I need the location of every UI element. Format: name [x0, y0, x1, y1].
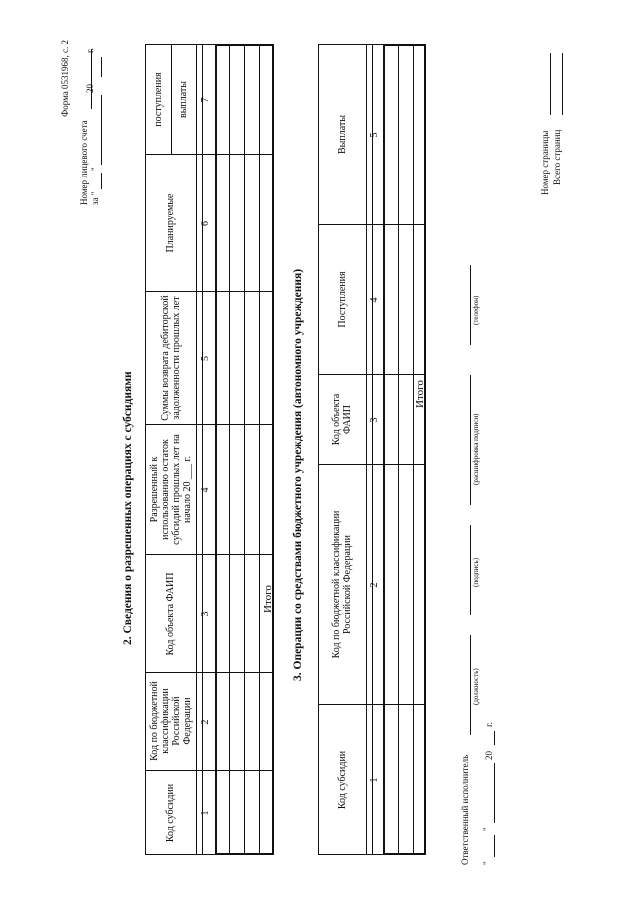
s3-col-subsidy-code: Код субсидии	[336, 750, 348, 810]
total-pages-line	[562, 53, 563, 115]
s3-colnum-1: 1	[369, 777, 380, 783]
footer-date-quote-close: "	[482, 827, 492, 831]
s2-col-payments: выплаты	[178, 80, 189, 119]
page-number-line	[550, 53, 551, 115]
s3-col-faip-code: Код объекта ФАИП	[331, 393, 353, 446]
date-day-line	[101, 173, 102, 189]
s2-col-subsidy-code: Код субсидии	[165, 783, 176, 843]
s2-col-debt-return: Суммы возврата дебиторской задолженности прошлых лет	[159, 295, 182, 421]
page-number-label: Номер страницы	[540, 130, 550, 195]
position-caption: (должность)	[472, 668, 480, 705]
footer-date-month-line	[494, 763, 495, 823]
s2-col-faip-code: Код объекта ФАИП	[165, 572, 176, 656]
date-year-line	[101, 57, 102, 77]
s2-colnum-2: 2	[200, 719, 211, 725]
form-label: Форма 0531968, с. 2	[60, 40, 70, 117]
s3-colnum-3: 3	[369, 417, 380, 423]
s3-col-budget-code: Код по бюджетной классификации Российской Федерации	[331, 510, 353, 659]
account-number-line	[91, 49, 92, 109]
header-year-suffix: г.	[85, 48, 95, 53]
footer-year-suffix: г.	[484, 722, 494, 727]
s3-colnum-4: 4	[369, 297, 380, 303]
s2-colnum-6: 6	[200, 221, 211, 226]
date-quote: "	[90, 167, 100, 171]
position-line	[470, 635, 471, 735]
s2-col-budget-code: Код по бюджетной классификации Российской Федерации	[148, 681, 193, 761]
header-year: 20	[85, 84, 95, 93]
phone-line	[470, 265, 471, 345]
s2-colnum-1: 1	[200, 810, 211, 816]
s2-col-planned: Планируемые	[165, 193, 176, 253]
s3-colnum-5: 5	[369, 132, 380, 138]
footer-date-quote-open: "	[482, 861, 492, 865]
s3-colnum-2: 2	[369, 582, 380, 588]
s2-colnum-5: 5	[200, 356, 211, 361]
s3-col-payments: Выплаты	[336, 115, 348, 154]
decoding-line	[470, 375, 471, 505]
s3-col-receipts: Поступления	[336, 271, 348, 328]
executor-label: Ответственный исполнитель	[460, 754, 470, 865]
s2-colnum-3: 3	[200, 611, 211, 617]
footer-year: 20	[484, 751, 494, 760]
decoding-caption: (расшифровка подписи)	[472, 413, 480, 485]
date-prefix: за "	[90, 191, 100, 205]
account-label: Номер лицевого счета	[79, 120, 89, 205]
s2-col-allowed-remains: Разрешенный к использованию остаток субсидий прошлых лет на начало 20 ___ г.	[148, 434, 193, 545]
s2-colnum-7: 7	[200, 97, 211, 103]
signature-caption: (подпись)	[472, 557, 480, 587]
section3-title: 3. Операции со средствами бюджетного учреждения (автономного учреждения)	[292, 268, 304, 681]
s2-colnum-4: 4	[200, 487, 211, 493]
phone-caption: (телефон)	[472, 295, 480, 325]
section2-title: 2. Сведения о разрешенных операциях с субсидиями	[122, 371, 134, 645]
footer-date-year-line	[494, 731, 495, 745]
s2-total-label: Итого	[262, 585, 274, 613]
footer-date-day-line	[494, 835, 495, 857]
total-pages-label: Всего страниц	[552, 129, 562, 185]
s3-total-label: Итого	[414, 380, 426, 408]
s2-col-receipts: поступления	[152, 72, 164, 127]
date-month-line	[101, 95, 102, 165]
signature-line	[470, 525, 471, 615]
